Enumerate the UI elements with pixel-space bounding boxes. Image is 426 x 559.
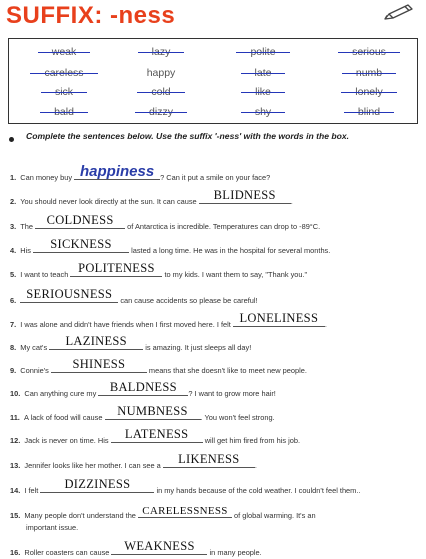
answer-blank[interactable]: [233, 311, 325, 327]
word-box-item: dizzy: [121, 105, 201, 119]
strike-mark: [40, 112, 88, 113]
question-9: 9. Connie's SHINESS means that she doesn't like to meet new people.: [10, 357, 307, 375]
strike-mark: [236, 52, 289, 53]
question-2: 2. You should never look directly at the sun. It can cause BLIDNESS .: [10, 188, 293, 206]
strike-mark: [41, 92, 87, 93]
question-7: 7. I was alone and didn't have friends when I first moved here. I felt LONELINESS .: [10, 311, 327, 329]
answer-blank[interactable]: [20, 287, 118, 303]
answer-blank[interactable]: [138, 505, 232, 518]
answer-text: SICKNESS: [50, 237, 112, 251]
answer-blank[interactable]: [74, 163, 160, 180]
answer-blank[interactable]: [163, 452, 255, 468]
answer-text: LATENESS: [124, 427, 189, 441]
strike-mark: [341, 92, 396, 93]
word-box-item: polite: [223, 45, 303, 59]
answer-blank[interactable]: [51, 357, 147, 373]
answer-text: LAZINESS: [65, 334, 127, 348]
word-box-item: happy: [146, 67, 176, 79]
question-8: 8. My cat's LAZINESS is amazing. It just sleeps all day!: [10, 334, 252, 352]
page-title: SUFFIX: -ness: [6, 2, 176, 29]
answer-text: POLITENESS: [78, 261, 155, 275]
answer-blank[interactable]: [105, 404, 201, 420]
answer-blank[interactable]: [111, 427, 203, 443]
strike-mark: [344, 112, 394, 113]
word-box-item: late: [223, 66, 303, 80]
question-10: 10. Can anything cure my BALDNESS ? I want to grow more hair!: [10, 380, 276, 398]
answer-text: BALDNESS: [109, 380, 177, 394]
question-15-continuation: important issue.: [26, 523, 79, 532]
answer-text: happiness: [80, 163, 155, 180]
strike-mark: [342, 73, 396, 74]
strike-mark: [30, 73, 97, 74]
word-box-item: bald: [24, 105, 104, 119]
question-11: 11. A lack of food will cause NUMBNESS . You won't feel strong.: [10, 404, 275, 422]
question-1: 1. Can money buy happiness ? Can it put a smile on your face?: [10, 163, 271, 182]
word-box-item: lonely: [329, 85, 409, 99]
answer-text: BLIDNESS: [213, 188, 276, 202]
answer-blank[interactable]: [70, 261, 162, 277]
answer-text: COLDNESS: [46, 213, 114, 227]
word-box-item: shy: [223, 105, 303, 119]
word-box-item: blind: [329, 105, 409, 119]
question-5: 5. I want to teach POLITENESS to my kids. I want them to say, "Thank you.": [10, 261, 308, 279]
answer-text: NUMBNESS: [117, 404, 188, 418]
strike-mark: [138, 52, 185, 53]
question-4: 4. His SICKNESS lasted a long time. He was in the hospital for several months.: [10, 237, 331, 255]
word-box-item: cold: [121, 85, 201, 99]
answer-blank[interactable]: [35, 213, 125, 229]
answer-blank[interactable]: [199, 188, 291, 204]
word-box-item: weak: [24, 45, 104, 59]
strike-mark: [241, 73, 286, 74]
strike-mark: [38, 52, 91, 53]
word-box-item: lazy: [121, 45, 201, 59]
question-16: 16. Roller coasters can cause WEAKNESS in many people.: [10, 539, 262, 557]
answer-blank[interactable]: [98, 380, 188, 396]
word-box-item: careless: [24, 66, 104, 80]
question-13: 13. Jennifer looks like her mother. I can see a LIKENESS .: [10, 452, 257, 470]
strike-mark: [241, 112, 285, 113]
answer-text: LONELINESS: [239, 311, 319, 325]
word-box-item: sick: [24, 85, 104, 99]
instructions: Complete the sentences below. Use the suffix '-ness' with the words in the box.: [26, 131, 350, 141]
strike-mark: [338, 52, 400, 53]
question-14: 14. I felt DIZZINESS in my hands because of the cold weather. I couldn't feel them..: [10, 477, 361, 495]
bullet-icon: [9, 137, 14, 142]
answer-text: WEAKNESS: [124, 539, 195, 553]
answer-blank[interactable]: [49, 334, 143, 350]
answer-text: DIZZINESS: [64, 477, 131, 491]
question-6: 6. SERIOUSNESS can cause accidents so please be careful!: [10, 287, 258, 305]
pencil-icon: [381, 2, 415, 22]
word-box-item: numb: [329, 66, 409, 80]
answer-text: SHINESS: [72, 357, 126, 371]
answer-blank[interactable]: [111, 539, 207, 555]
answer-text: CARELESSNESS: [142, 505, 228, 517]
answer-blank[interactable]: [33, 237, 129, 253]
strike-mark: [241, 92, 285, 93]
word-box-item: like: [223, 85, 303, 99]
answer-text: SERIOUSNESS: [26, 287, 113, 301]
strike-mark: [135, 112, 187, 113]
question-15: 15. Many people don't understand the CARELESSNESS of global warming. It's an: [10, 505, 316, 520]
strike-mark: [137, 92, 184, 93]
word-box: [8, 38, 418, 124]
question-12: 12. Jack is never on time. His LATENESS will get him fired from his job.: [10, 427, 300, 445]
answer-text: LIKENESS: [178, 452, 240, 466]
answer-blank[interactable]: [40, 477, 154, 493]
question-3: 3. The COLDNESS of Antarctica is incredible. Temperatures can drop to -89°C.: [10, 213, 321, 231]
word-box-item: serious: [329, 45, 409, 59]
